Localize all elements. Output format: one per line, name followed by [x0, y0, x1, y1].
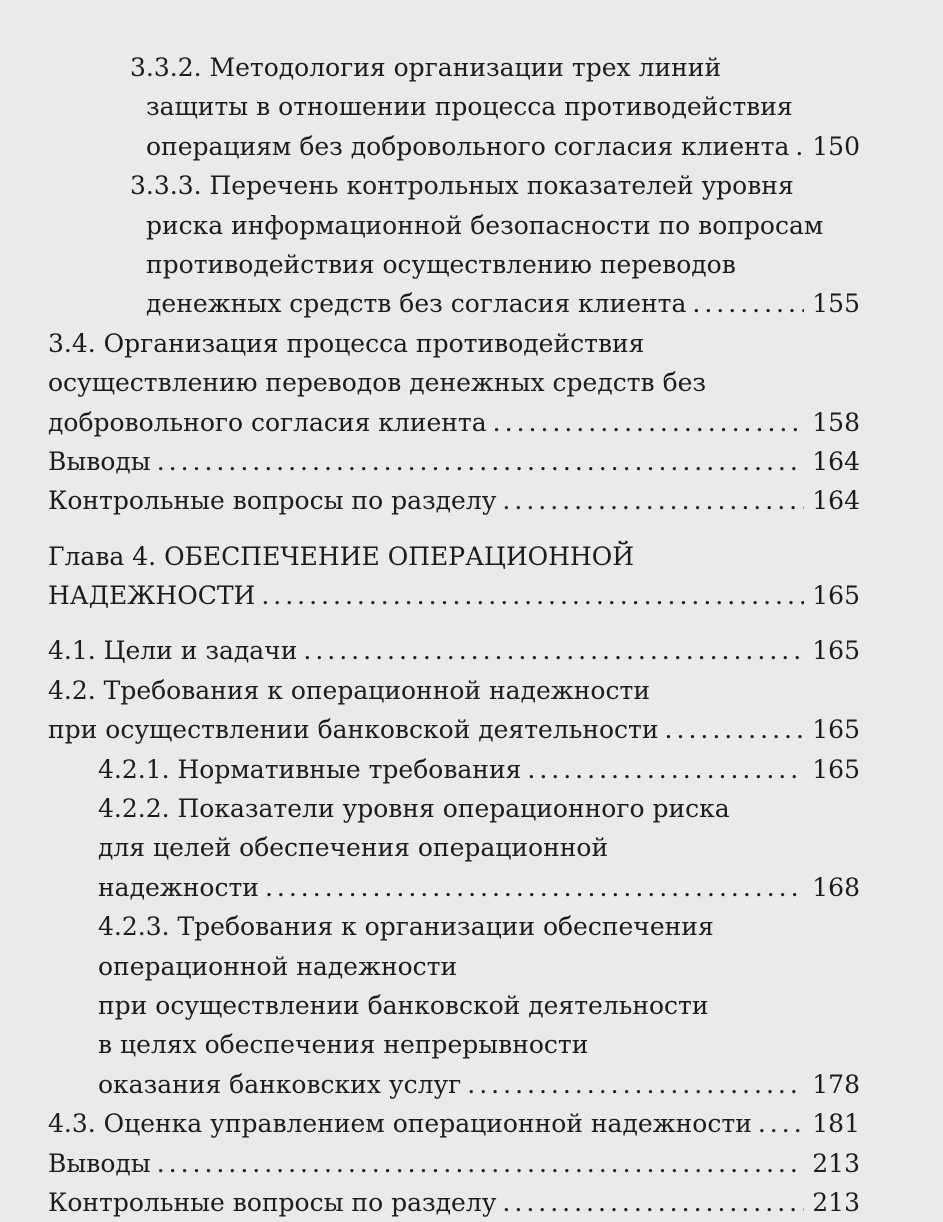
dot-leader — [303, 631, 804, 670]
toc-page-number: 164 — [812, 486, 860, 516]
dot-leader — [692, 284, 804, 323]
toc-line — [48, 1104, 860, 1143]
toc-entry-text: в целях обеспечения непрерывности — [98, 1030, 589, 1060]
toc-page-number: 150 — [812, 131, 860, 161]
toc-page-number: 165 — [812, 754, 860, 784]
toc-page-number: 165 — [812, 715, 860, 745]
toc-line — [48, 1183, 860, 1222]
dot-leader — [493, 403, 805, 442]
toc-entry-text: 4.2.3. Требования к организации обеспечения — [98, 912, 714, 942]
toc-entry-text: противодействия осуществлению переводов — [146, 249, 736, 279]
toc-line — [48, 710, 860, 749]
toc-line — [48, 750, 860, 789]
toc-page-number: 165 — [812, 636, 860, 666]
toc-line — [48, 324, 860, 363]
toc-line — [48, 537, 860, 576]
toc-line — [48, 631, 860, 670]
toc-entry-text: риска информационной безопасности по вопросам — [146, 210, 824, 240]
toc-page-number: 155 — [812, 289, 860, 319]
dot-leader — [157, 1144, 805, 1183]
toc-entry-text: Глава 4. ОБЕСПЕЧЕНИЕ ОПЕРАЦИОННОЙ — [48, 541, 635, 571]
dot-leader — [157, 442, 805, 481]
toc-entry-text: 3.3.3. Перечень контрольных показателей уровня — [130, 171, 794, 201]
toc-entry-text: Выводы — [48, 446, 151, 476]
toc-entry-text: денежных средств без согласия клиента — [146, 289, 687, 319]
toc-entry-text: 4.3. Оценка управлением операционной надежности — [48, 1109, 752, 1139]
toc-entry-text: оказания банковских услуг — [98, 1069, 462, 1099]
toc-line — [48, 576, 860, 615]
toc-page-number: 213 — [812, 1148, 860, 1178]
dot-leader — [665, 710, 805, 749]
toc-entry-text: защиты в отношении процесса противодействия — [146, 92, 793, 122]
toc-entry-text: 3.4. Организация процесса противодействия — [48, 328, 645, 358]
toc-entry-text: 3.3.2. Методология организации трех линий — [130, 53, 722, 82]
section-gap — [48, 521, 860, 537]
dot-leader — [527, 750, 804, 789]
toc-entry-text: Контрольные вопросы по разделу — [48, 486, 497, 516]
toc-line — [48, 206, 860, 245]
toc-line — [48, 1144, 860, 1183]
toc-entry-text: при осуществлении банковской деятельности — [98, 990, 709, 1020]
toc-entry-text: для целей обеспечения операционной — [98, 833, 609, 863]
toc-line — [48, 442, 860, 481]
toc-line — [48, 1025, 860, 1064]
toc-line — [48, 403, 860, 442]
toc-line — [48, 828, 860, 867]
toc-line — [48, 789, 860, 828]
toc-line — [48, 907, 860, 946]
toc-page-number: 213 — [812, 1187, 860, 1217]
toc-line — [48, 127, 860, 166]
toc-line — [48, 363, 860, 402]
toc-page-number: 178 — [812, 1069, 860, 1099]
toc-line — [48, 166, 860, 205]
toc-entry-text: операционной надежности — [98, 951, 458, 981]
dot-leader — [261, 576, 804, 615]
dot-leader — [502, 481, 804, 520]
dot-leader — [795, 127, 804, 166]
dot-leader — [502, 1183, 804, 1222]
toc-entry-text: Контрольные вопросы по разделу — [48, 1187, 497, 1217]
toc-entry-text: 4.2.2. Показатели уровня операционного риска — [98, 794, 730, 824]
toc-page-number: 168 — [812, 872, 860, 902]
toc-entry-text: осуществлению переводов денежных средств без — [48, 368, 707, 398]
toc-line — [48, 868, 860, 907]
toc-entry-text: Выводы — [48, 1148, 151, 1178]
toc-entry-text: добровольного согласия клиента — [48, 407, 487, 437]
dot-leader — [265, 868, 804, 907]
toc-line — [48, 947, 860, 986]
toc-page-number: 165 — [812, 581, 860, 611]
toc-entry-text: при осуществлении банковской деятельности — [48, 715, 659, 745]
toc-line — [48, 986, 860, 1025]
toc-line — [48, 48, 860, 87]
dot-leader — [758, 1104, 804, 1143]
toc-line — [48, 481, 860, 520]
toc-entry-text: операциям без добровольного согласия клиента — [146, 131, 790, 161]
toc-page-number: 181 — [812, 1109, 860, 1139]
toc-entry-text: 4.1. Цели и задачи — [48, 636, 298, 666]
toc-line — [48, 1065, 860, 1104]
toc-page-number: 164 — [812, 446, 860, 476]
toc-line — [48, 87, 860, 126]
section-gap — [48, 615, 860, 631]
toc-entry-text: 4.2. Требования к операционной надежности — [48, 675, 650, 705]
toc-line — [48, 245, 860, 284]
toc-line — [48, 671, 860, 710]
toc-entry-text: надежности — [98, 872, 259, 902]
toc-page-number: 158 — [812, 407, 860, 437]
toc-entry-text: НАДЕЖНОСТИ — [48, 581, 256, 611]
toc-entry-text: 4.2.1. Нормативные требования — [98, 754, 522, 784]
dot-leader — [467, 1065, 804, 1104]
toc-line — [48, 284, 860, 323]
table-of-contents — [48, 48, 860, 1222]
